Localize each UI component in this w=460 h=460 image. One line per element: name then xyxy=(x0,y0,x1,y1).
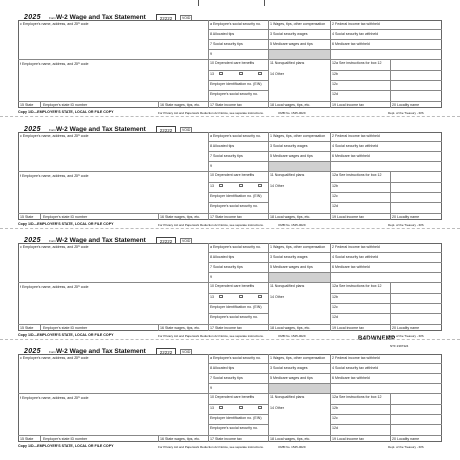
row-rule xyxy=(208,151,442,152)
box-13-label: 13 xyxy=(210,184,214,188)
w2-form-copy-1 xyxy=(18,14,443,122)
box-12c-label: 12c xyxy=(332,82,338,86)
form-label: Form xyxy=(49,350,56,354)
box-a-label: a Employee's social security no. xyxy=(210,356,262,360)
box-9-shade xyxy=(269,384,330,393)
box-17-label: 17 State income tax xyxy=(210,436,242,441)
row-rule xyxy=(208,293,268,294)
row-rule xyxy=(18,282,208,283)
row-rule xyxy=(208,282,442,283)
row-rule xyxy=(18,59,208,60)
form-label: Form xyxy=(49,239,56,243)
row-rule xyxy=(208,90,268,91)
row-rule xyxy=(208,313,268,314)
box-10-label: 10 Dependent care benefits xyxy=(210,395,255,399)
omb-number: OMB No. 1545-0029 xyxy=(278,110,306,115)
dept-label: Dept. of the Treasury - IRS xyxy=(388,110,424,115)
row-rule xyxy=(208,262,442,263)
form-year: 2025 xyxy=(24,126,41,133)
box-1-label: 1 Wages, tips, other compensation xyxy=(270,22,326,26)
box-5-label: 5 Medicare wages and tips xyxy=(270,154,313,158)
w2-form-copy-3 xyxy=(18,237,443,345)
box-e-label: f Employee's name, address, and ZIP code xyxy=(20,62,89,66)
omb-number: OMB No. 1545-0029 xyxy=(278,333,306,338)
col-divider xyxy=(158,101,159,108)
box-6-label: 6 Medicare tax withheld xyxy=(332,376,370,380)
box-7-label: 7 Social security tips xyxy=(210,265,243,269)
row-rule xyxy=(208,393,442,394)
row-rule xyxy=(208,252,442,253)
box-c-label: c Employer's name, address, and ZIP code xyxy=(20,356,89,360)
sick-pay-checkbox[interactable] xyxy=(258,184,262,187)
box-6-label: 6 Medicare tax withheld xyxy=(332,42,370,46)
box-1-label: 1 Wages, tips, other compensation xyxy=(270,356,326,360)
row-rule xyxy=(330,192,442,193)
box-9-shade xyxy=(269,273,330,282)
col-divider xyxy=(268,435,269,442)
box-18-label: 18 Local wages, tips, etc. xyxy=(270,214,311,219)
form-label: Form xyxy=(49,128,56,132)
control-code-box: 22222 xyxy=(156,14,176,21)
box-15-label: 15 State xyxy=(20,325,34,330)
copy-label: Copy 1/D—EMPLOYER'S STATE, LOCAL OR FILE COPY xyxy=(18,333,114,337)
privacy-notice: For Privacy Act and Paperwork Reduction Act Notice, see separate instructions. xyxy=(158,222,264,227)
box-5-label: 5 Medicare wages and tips xyxy=(270,42,313,46)
box-12a-label: 12a See instructions for box 12 xyxy=(332,173,382,177)
col-divider xyxy=(268,101,269,108)
box-14-label: 14 Other xyxy=(270,72,284,76)
form-year: 2025 xyxy=(24,237,41,244)
alignment-tick-left xyxy=(198,0,199,6)
col-divider xyxy=(330,243,331,324)
row-rule xyxy=(208,202,268,203)
box-13-label: 13 xyxy=(210,295,214,299)
box-19-label: 19 Local income tax xyxy=(332,214,364,219)
void-checkbox[interactable]: VOID xyxy=(182,239,191,243)
box-15-id-label: Employer's state ID number xyxy=(43,325,88,330)
perforation-line xyxy=(0,228,460,229)
box-16-label: 16 State wages, tips, etc. xyxy=(160,436,201,441)
row-rule xyxy=(208,29,442,30)
box-c-label: c Employer's name, address, and ZIP code xyxy=(20,245,89,249)
row-rule xyxy=(208,39,442,40)
box-19-label: 19 Local income tax xyxy=(332,325,364,330)
box-14-label: 14 Other xyxy=(270,295,284,299)
box-15-id-label: Employer's state ID number xyxy=(43,102,88,107)
box-7-label: 7 Social security tips xyxy=(210,42,243,46)
box-19-label: 19 Local income tax xyxy=(332,436,364,441)
col-divider xyxy=(330,101,331,108)
ein-label: Employer identification no. (EIN) xyxy=(210,416,262,420)
col-divider xyxy=(40,213,41,220)
row-rule xyxy=(330,70,442,71)
statutory-checkbox[interactable] xyxy=(219,72,223,75)
col-divider xyxy=(330,435,331,442)
box-c-label: c Employer's name, address, and ZIP code xyxy=(20,134,89,138)
row-rule xyxy=(330,404,442,405)
row-rule xyxy=(330,202,442,203)
row-rule xyxy=(18,171,208,172)
box-9-label: 9 xyxy=(210,275,212,279)
box-1-label: 1 Wages, tips, other compensation xyxy=(270,134,326,138)
box-20-label: 20 Locality name xyxy=(392,102,420,107)
box-8-label: 8 Allocated tips xyxy=(210,32,235,36)
box-12d-label: 12d xyxy=(332,426,338,430)
dept-label: Dept. of the Treasury - IRS xyxy=(388,333,424,338)
copy-label: Copy 1/D—EMPLOYER'S STATE, LOCAL OR FILE COPY xyxy=(18,110,114,114)
box-2-label: 2 Federal income tax withheld xyxy=(332,134,380,138)
privacy-notice: For Privacy Act and Paperwork Reduction Act Notice, see separate instructions. xyxy=(158,444,264,449)
box-11-label: 11 Nonqualified plans xyxy=(270,173,305,177)
box-6-label: 6 Medicare tax withheld xyxy=(332,265,370,269)
box-2-label: 2 Federal income tax withheld xyxy=(332,22,380,26)
row-rule xyxy=(208,363,442,364)
col-divider xyxy=(268,324,269,331)
row-rule xyxy=(208,80,268,81)
box-9-label: 9 xyxy=(210,386,212,390)
emp-ssn-label: Employee's social security no. xyxy=(210,92,259,96)
w2-form-copy-4 xyxy=(18,336,443,456)
control-code-box: 22222 xyxy=(156,126,176,133)
box-12d-label: 12d xyxy=(332,315,338,319)
box-4-label: 4 Social security tax withheld xyxy=(332,32,379,36)
perforation-line xyxy=(0,339,460,340)
col-divider xyxy=(208,435,209,442)
box-12b-label: 12b xyxy=(332,72,338,76)
box-20-label: 20 Locality name xyxy=(392,436,420,441)
sick-pay-checkbox[interactable] xyxy=(258,406,262,409)
form-year: 2025 xyxy=(24,348,41,355)
col-divider xyxy=(40,101,41,108)
statutory-checkbox[interactable] xyxy=(219,406,223,409)
col-divider xyxy=(268,20,269,101)
void-checkbox[interactable]: VOID xyxy=(182,16,191,20)
col-divider xyxy=(330,324,331,331)
ein-label: Employer identification no. (EIN) xyxy=(210,194,262,198)
box-8-label: 8 Allocated tips xyxy=(210,366,235,370)
sick-pay-checkbox[interactable] xyxy=(258,72,262,75)
box-11-label: 11 Nonqualified plans xyxy=(270,395,305,399)
col-divider xyxy=(208,213,209,220)
box-11-label: 11 Nonqualified plans xyxy=(270,284,305,288)
col-divider xyxy=(330,354,331,435)
box-8-label: 8 Allocated tips xyxy=(210,144,235,148)
box-14-label: 14 Other xyxy=(270,184,284,188)
box-e-label: f Employee's name, address, and ZIP code xyxy=(20,285,89,289)
product-sub-code: NTF 2397324 xyxy=(390,344,409,348)
box-4-label: 4 Social security tax withheld xyxy=(332,255,379,259)
col-divider xyxy=(330,20,331,101)
box-12d-label: 12d xyxy=(332,204,338,208)
box-10-label: 10 Dependent care benefits xyxy=(210,61,255,65)
box-7-label: 7 Social security tips xyxy=(210,376,243,380)
col-divider xyxy=(158,324,159,331)
box-15-label: 15 State xyxy=(20,436,34,441)
col-divider xyxy=(208,20,209,101)
box-12b-label: 12b xyxy=(332,406,338,410)
col-divider xyxy=(208,354,209,435)
row-rule xyxy=(208,373,442,374)
col-divider xyxy=(268,354,269,435)
statutory-checkbox[interactable] xyxy=(219,295,223,298)
form-title: W-2 Wage and Tax Statement xyxy=(56,126,146,133)
box-3-label: 3 Social security wages xyxy=(270,144,308,148)
omb-number: OMB No. 1545-0029 xyxy=(278,222,306,227)
box-9-shade xyxy=(269,162,330,171)
box-12d-label: 12d xyxy=(332,92,338,96)
box-17-label: 17 State income tax xyxy=(210,214,242,219)
col-divider xyxy=(208,243,209,324)
box-11-label: 11 Nonqualified plans xyxy=(270,61,305,65)
box-4-label: 4 Social security tax withheld xyxy=(332,144,379,148)
dept-label: Dept. of the Treasury - IRS xyxy=(388,222,424,227)
box-15-label: 15 State xyxy=(20,214,34,219)
control-code-box: 22222 xyxy=(156,348,176,355)
copy-label: Copy 1/D—EMPLOYER'S STATE, LOCAL OR FILE COPY xyxy=(18,444,114,448)
omb-number: OMB No. 1545-0029 xyxy=(278,444,306,449)
col-divider xyxy=(208,101,209,108)
box-3-label: 3 Social security wages xyxy=(270,366,308,370)
control-code-box: 22222 xyxy=(156,237,176,244)
copy-label: Copy 1/D—EMPLOYER'S STATE, LOCAL OR FILE COPY xyxy=(18,222,114,226)
col-divider xyxy=(390,213,391,220)
form-title: W-2 Wage and Tax Statement xyxy=(56,14,146,21)
box-2-label: 2 Federal income tax withheld xyxy=(332,356,380,360)
box-16-label: 16 State wages, tips, etc. xyxy=(160,214,201,219)
void-checkbox[interactable]: VOID xyxy=(182,350,191,354)
void-checkbox[interactable]: VOID xyxy=(182,128,191,132)
box-12a-label: 12a See instructions for box 12 xyxy=(332,61,382,65)
box-13-label: 13 xyxy=(210,72,214,76)
row-rule xyxy=(208,59,442,60)
row-rule xyxy=(208,192,268,193)
form-title: W-2 Wage and Tax Statement xyxy=(56,348,146,355)
box-10-label: 10 Dependent care benefits xyxy=(210,284,255,288)
box-20-label: 20 Locality name xyxy=(392,214,420,219)
col-divider xyxy=(158,213,159,220)
box-15-id-label: Employer's state ID number xyxy=(43,214,88,219)
box-16-label: 16 State wages, tips, etc. xyxy=(160,102,201,107)
statutory-checkbox[interactable] xyxy=(219,184,223,187)
row-rule xyxy=(208,404,268,405)
row-rule xyxy=(330,303,442,304)
col-divider xyxy=(390,435,391,442)
col-divider xyxy=(208,132,209,213)
row-rule xyxy=(208,141,442,142)
row-rule xyxy=(330,424,442,425)
box-9-label: 9 xyxy=(210,164,212,168)
box-18-label: 18 Local wages, tips, etc. xyxy=(270,102,311,107)
box-9-label: 9 xyxy=(210,52,212,56)
row-rule xyxy=(330,182,442,183)
privacy-notice: For Privacy Act and Paperwork Reduction Act Notice, see separate instructions. xyxy=(158,110,264,115)
box-e-label: f Employee's name, address, and ZIP code xyxy=(20,174,89,178)
col-divider xyxy=(268,243,269,324)
box-20-label: 20 Locality name xyxy=(392,325,420,330)
box-15-label: 15 State xyxy=(20,102,34,107)
form-year: 2025 xyxy=(24,14,41,21)
row-rule xyxy=(330,293,442,294)
dept-label: Dept. of the Treasury - IRS xyxy=(388,444,424,449)
col-divider xyxy=(330,213,331,220)
box-1-label: 1 Wages, tips, other compensation xyxy=(270,245,326,249)
box-8-label: 8 Allocated tips xyxy=(210,255,235,259)
box-14-label: 14 Other xyxy=(270,406,284,410)
box-3-label: 3 Social security wages xyxy=(270,32,308,36)
box-2-label: 2 Federal income tax withheld xyxy=(332,245,380,249)
row-rule xyxy=(208,424,268,425)
col-divider xyxy=(208,324,209,331)
emp-ssn-label: Employee's social security no. xyxy=(210,426,259,430)
box-12a-label: 12a See instructions for box 12 xyxy=(332,395,382,399)
retirement-checkbox[interactable] xyxy=(239,295,243,298)
col-divider xyxy=(158,435,159,442)
box-3-label: 3 Social security wages xyxy=(270,255,308,259)
box-15-id-label: Employer's state ID number xyxy=(43,436,88,441)
col-divider xyxy=(40,435,41,442)
row-rule xyxy=(330,90,442,91)
col-divider xyxy=(390,324,391,331)
box-18-label: 18 Local wages, tips, etc. xyxy=(270,436,311,441)
emp-ssn-label: Employee's social security no. xyxy=(210,204,259,208)
box-13-label: 13 xyxy=(210,406,214,410)
alignment-tick-right xyxy=(264,0,265,6)
row-rule xyxy=(208,70,268,71)
box-12a-label: 12a See instructions for box 12 xyxy=(332,284,382,288)
form-title: W-2 Wage and Tax Statement xyxy=(56,237,146,244)
box-17-label: 17 State income tax xyxy=(210,325,242,330)
box-7-label: 7 Social security tips xyxy=(210,154,243,158)
box-5-label: 5 Medicare wages and tips xyxy=(270,376,313,380)
row-rule xyxy=(330,313,442,314)
box-a-label: a Employee's social security no. xyxy=(210,245,262,249)
box-5-label: 5 Medicare wages and tips xyxy=(270,265,313,269)
form-label: Form xyxy=(49,16,56,20)
box-12c-label: 12c xyxy=(332,416,338,420)
row-rule xyxy=(208,182,268,183)
box-16-label: 16 State wages, tips, etc. xyxy=(160,325,201,330)
emp-ssn-label: Employee's social security no. xyxy=(210,315,259,319)
privacy-notice: For Privacy Act and Paperwork Reduction Act Notice, see separate instructions. xyxy=(158,333,264,338)
box-4-label: 4 Social security tax withheld xyxy=(332,366,379,370)
product-code: B4DWNEMP xyxy=(358,336,396,342)
ein-label: Employer identification no. (EIN) xyxy=(210,305,262,309)
col-divider xyxy=(330,132,331,213)
box-19-label: 19 Local income tax xyxy=(332,102,364,107)
retirement-checkbox[interactable] xyxy=(239,72,243,75)
box-12c-label: 12c xyxy=(332,305,338,309)
col-divider xyxy=(40,324,41,331)
sick-pay-checkbox[interactable] xyxy=(258,295,262,298)
box-18-label: 18 Local wages, tips, etc. xyxy=(270,325,311,330)
row-rule xyxy=(208,171,442,172)
box-17-label: 17 State income tax xyxy=(210,102,242,107)
row-rule xyxy=(330,414,442,415)
retirement-checkbox[interactable] xyxy=(239,184,243,187)
row-rule xyxy=(208,303,268,304)
ein-label: Employer identification no. (EIN) xyxy=(210,82,262,86)
w2-form-copy-2 xyxy=(18,126,443,234)
col-divider xyxy=(390,101,391,108)
perforation-line xyxy=(0,116,460,117)
box-12b-label: 12b xyxy=(332,184,338,188)
box-12b-label: 12b xyxy=(332,295,338,299)
retirement-checkbox[interactable] xyxy=(239,406,243,409)
box-10-label: 10 Dependent care benefits xyxy=(210,173,255,177)
box-12c-label: 12c xyxy=(332,194,338,198)
row-rule xyxy=(18,393,208,394)
col-divider xyxy=(268,213,269,220)
box-a-label: a Employee's social security no. xyxy=(210,134,262,138)
box-9-shade xyxy=(269,50,330,59)
box-a-label: a Employee's social security no. xyxy=(210,22,262,26)
col-divider xyxy=(268,132,269,213)
row-rule xyxy=(208,414,268,415)
box-6-label: 6 Medicare tax withheld xyxy=(332,154,370,158)
box-c-label: c Employer's name, address, and ZIP code xyxy=(20,22,89,26)
row-rule xyxy=(330,80,442,81)
box-e-label: f Employee's name, address, and ZIP code xyxy=(20,396,89,400)
